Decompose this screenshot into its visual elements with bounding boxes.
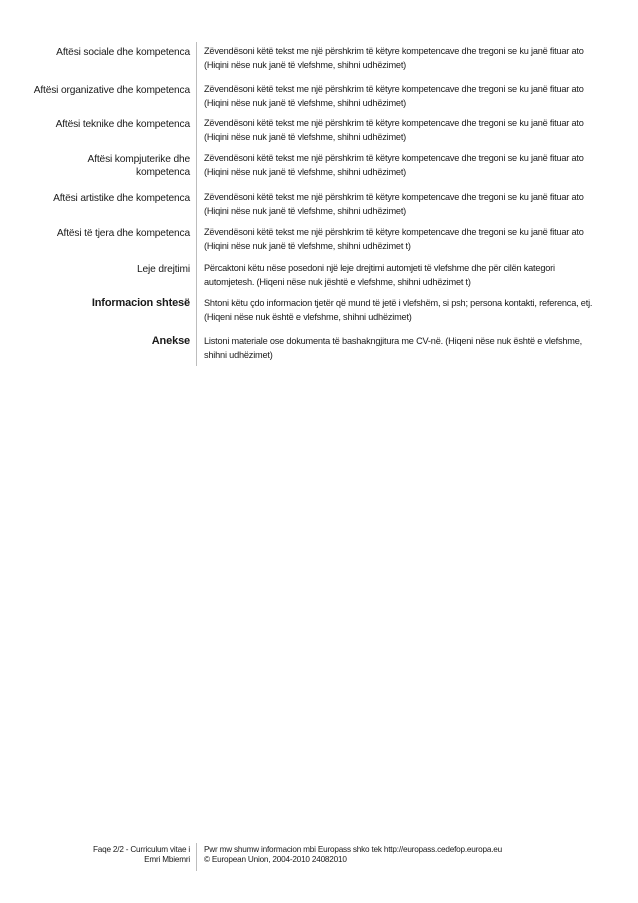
section-text	[204, 225, 620, 253]
section-text-line: Zëvendësoni këtë tekst me një përshkrim të këtyre kompetencave dhe tregoni se ku janë fituar ato	[204, 153, 584, 163]
section-label: Informacion shtesë	[91, 297, 190, 309]
section-label: Aftësi të tjera dhe kompetenca	[56, 228, 190, 239]
section-text	[204, 44, 620, 72]
section-text-line: Përcaktoni këtu nëse posedoni një leje drejtimi automjeti të vlefshme dhe për cilën kategori	[204, 263, 555, 273]
section-text-line: Zëvendësoni këtë tekst me një përshkrim të këtyre kompetencave dhe tregoni se ku janë fituar ato	[204, 227, 584, 237]
section-text	[204, 261, 620, 289]
section-text-line: shihni udhëzimet)	[204, 350, 273, 360]
footer-europass-link[interactable]: Pwr mw shumw informacion mbi Europass shko tek http://europass.cedefop.europa.eu	[204, 845, 503, 854]
footer-divider	[196, 843, 197, 871]
section-text	[204, 296, 620, 324]
section-text	[204, 190, 620, 218]
section-label-line: kompetenca	[136, 167, 190, 178]
section-label: Aftësi organizative dhe kompetenca	[33, 85, 190, 96]
section-text-line: Shtoni këtu çdo informacion tjetër që mund të jetë i vlefshëm, si psh; persona kontakti, referenca, etj.	[204, 298, 593, 308]
section-text-line: Zëvendësoni këtë tekst me një përshkrim të këtyre kompetencave dhe tregoni se ku janë fituar ato	[204, 192, 584, 202]
section-label	[20, 153, 190, 179]
section-text-line: (Hiqini nëse nuk janë të vlefshme, shihni udhëzimet)	[204, 167, 407, 177]
page-number: Faqe 2/2 - Curriculum vitae i	[92, 845, 190, 854]
section-text-line: (Hiqini nëse nuk janë të vlefshme, shihni udhëzimet)	[204, 206, 407, 216]
section-label: Leje drejtimi	[137, 264, 190, 275]
section-text	[204, 151, 620, 179]
section-text-line: Zëvendësoni këtë tekst me një përshkrim të këtyre kompetencave dhe tregoni se ku janë fituar ato	[204, 118, 584, 128]
section-label: Aftësi teknike dhe kompetenca	[55, 119, 190, 130]
section-text	[204, 334, 620, 362]
section-text-line: automjetesh. (Hiqeni nëse nuk jështë e vlefshme, shihni udhëzimet t)	[204, 277, 471, 287]
section-label-line: Aftësi kompjuterike dhe	[87, 154, 190, 165]
section-label: Anekse	[151, 335, 190, 347]
section-text	[204, 82, 620, 110]
section-text-line: Listoni materiale ose dokumenta të bashakngjitura me CV-në. (Hiqeni nëse nuk është e vlefshme,	[204, 336, 583, 346]
footer-europass-info	[204, 845, 604, 865]
section-label: Aftësi artistike dhe kompetenca	[53, 193, 190, 204]
column-divider	[196, 42, 197, 366]
section-text-line: Zëvendësoni këtë tekst me një përshkrim të këtyre kompetencave dhe tregoni se ku janë fituar ato	[204, 46, 584, 56]
section-label: Aftësi sociale dhe kompetenca	[56, 47, 190, 58]
page-footer-info	[60, 845, 190, 865]
section-text-line: (Hiqini nëse nuk janë të vlefshme, shihni udhëzimet t)	[204, 241, 411, 251]
section-text-line: (Hiqini nëse nuk janë të vlefshme, shihni udhëzimet)	[204, 132, 407, 142]
footer-name: Emri Mbiemri	[144, 855, 190, 864]
section-text-line: Zëvendësoni këtë tekst me një përshkrim të këtyre kompetencave dhe tregoni se ku janë fituar ato	[204, 84, 584, 94]
section-text-line: (Hiqini nëse nuk janë të vlefshme, shihni udhëzimet)	[204, 60, 407, 70]
section-text-line: (Hiqeni nëse nuk është e vlefshme, shihni udhëzimet)	[204, 312, 412, 322]
section-text	[204, 116, 620, 144]
footer-copyright: © European Union, 2004-2010 24082010	[204, 855, 347, 864]
section-text-line: (Hiqini nëse nuk janë të vlefshme, shihni udhëzimet)	[204, 98, 407, 108]
